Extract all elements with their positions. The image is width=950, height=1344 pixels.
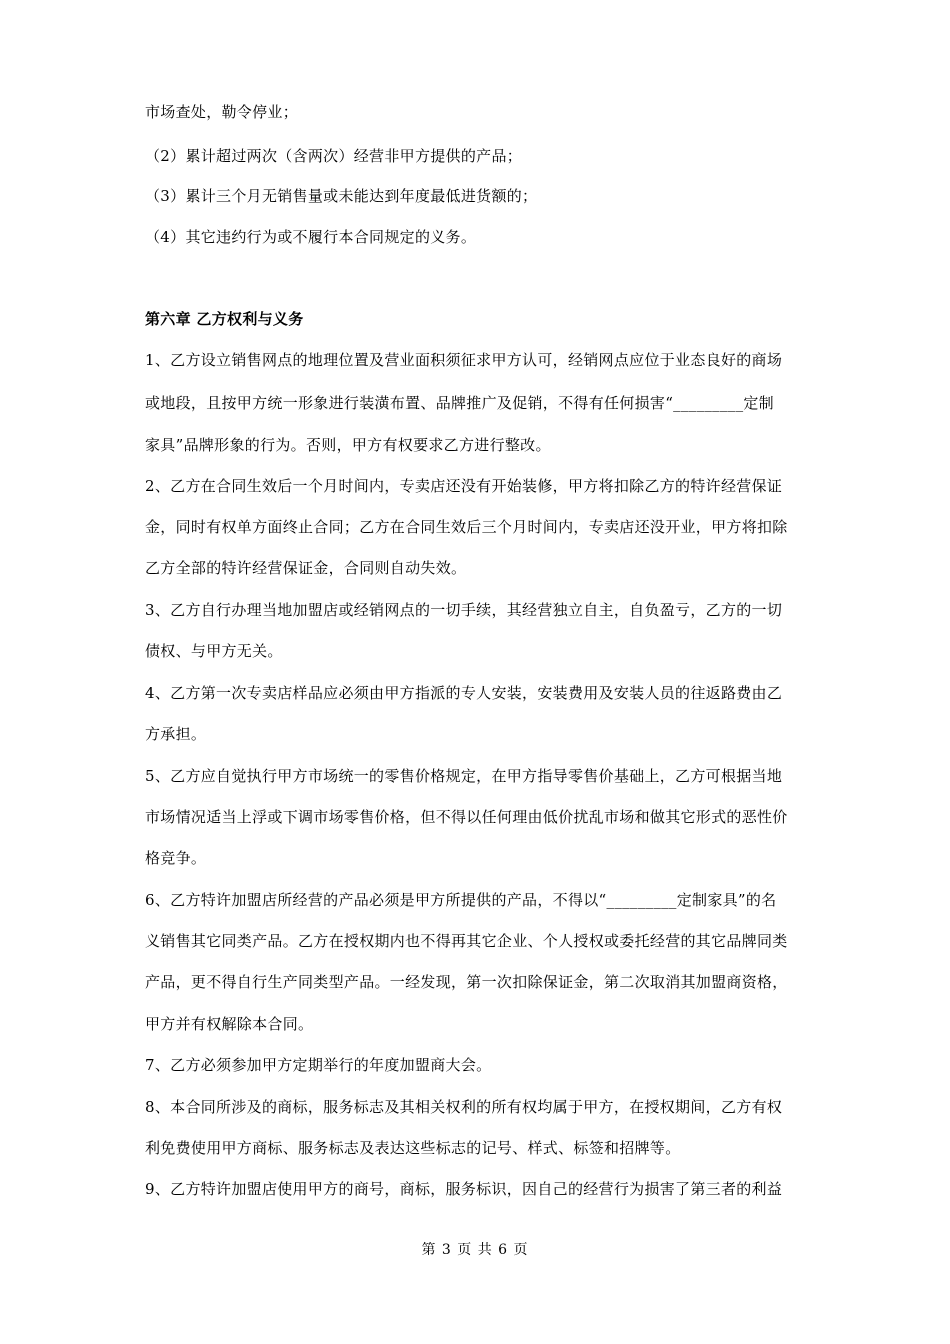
page-footer: 第 3 页 共 6 页 (421, 1242, 529, 1258)
body-line: 乙方全部的特许经营保证金，合同则自动失效。 (145, 559, 467, 577)
body-line: 义销售其它同类产品。乙方在授权期内也不得再其它企业、个人授权或委托经营的其它品牌同类 (145, 932, 788, 950)
list-item: （4）其它违约行为或不履行本合同规定的义务。 (145, 228, 477, 246)
body-line: 金，同时有权单方面终止合同；乙方在合同生效后三个月时间内，专卖店还没开业，甲方将扣除 (145, 518, 788, 536)
body-line: 家具”品牌形象的行为。否则，甲方有权要求乙方进行整改。 (145, 436, 551, 454)
list-item: （2）累计超过两次（含两次）经营非甲方提供的产品； (145, 147, 523, 165)
body-line: 或地段，且按甲方统一形象进行装潢布置、品牌推广及促销，不得有任何损害“_________定制 (145, 394, 774, 412)
body-line: 市场查处，勒令停业； (145, 103, 299, 121)
body-line: 9、乙方特许加盟店使用甲方的商号，商标，服务标识，因自己的经营行为损害了第三者的利益 (145, 1180, 783, 1198)
body-line: 方承担。 (145, 725, 207, 743)
body-line: 甲方并有权解除本合同。 (145, 1015, 314, 1033)
body-line: 5、乙方应自觉执行甲方市场统一的零售价格规定，在甲方指导零售价基础上，乙方可根据当地 (145, 767, 783, 785)
body-line: 债权、与甲方无关。 (145, 642, 283, 660)
body-line: 4、乙方第一次专卖店样品应必须由甲方指派的专人安装，安装费用及安装人员的往返路费由乙 (145, 684, 783, 702)
body-line: 利免费使用甲方商标、服务标志及表达这些标志的记号、样式、标签和招牌等。 (145, 1139, 681, 1157)
body-line: 6、乙方特许加盟店所经营的产品必须是甲方所提供的产品，不得以“_________定制家具”的名 (145, 891, 777, 909)
body-line: 格竞争。 (145, 849, 207, 867)
chapter-heading: 第六章 乙方权利与义务 (145, 310, 304, 328)
body-line: 8、本合同所涉及的商标，服务标志及其相关权利的所有权均属于甲方，在授权期间，乙方有权 (145, 1098, 783, 1116)
body-line: 1、乙方设立销售网点的地理位置及营业面积须征求甲方认可，经销网点应位于业态良好的商场 (145, 351, 783, 369)
body-line: 3、乙方自行办理当地加盟店或经销网点的一切手续，其经营独立自主，自负盈亏，乙方的一切 (145, 601, 783, 619)
body-line: 2、乙方在合同生效后一个月时间内，专卖店还没有开始装修，甲方将扣除乙方的特许经营保证 (145, 477, 783, 495)
body-line: 7、乙方必须参加甲方定期举行的年度加盟商大会。 (145, 1056, 492, 1074)
body-line: 产品，更不得自行生产同类型产品。一经发现，第一次扣除保证金，第二次取消其加盟商资格， (145, 973, 788, 991)
body-line: 市场情况适当上浮或下调市场零售价格，但不得以任何理由低价扰乱市场和做其它形式的恶性价 (145, 808, 788, 826)
list-item: （3）累计三个月无销售量或未能达到年度最低进货额的； (145, 187, 538, 205)
